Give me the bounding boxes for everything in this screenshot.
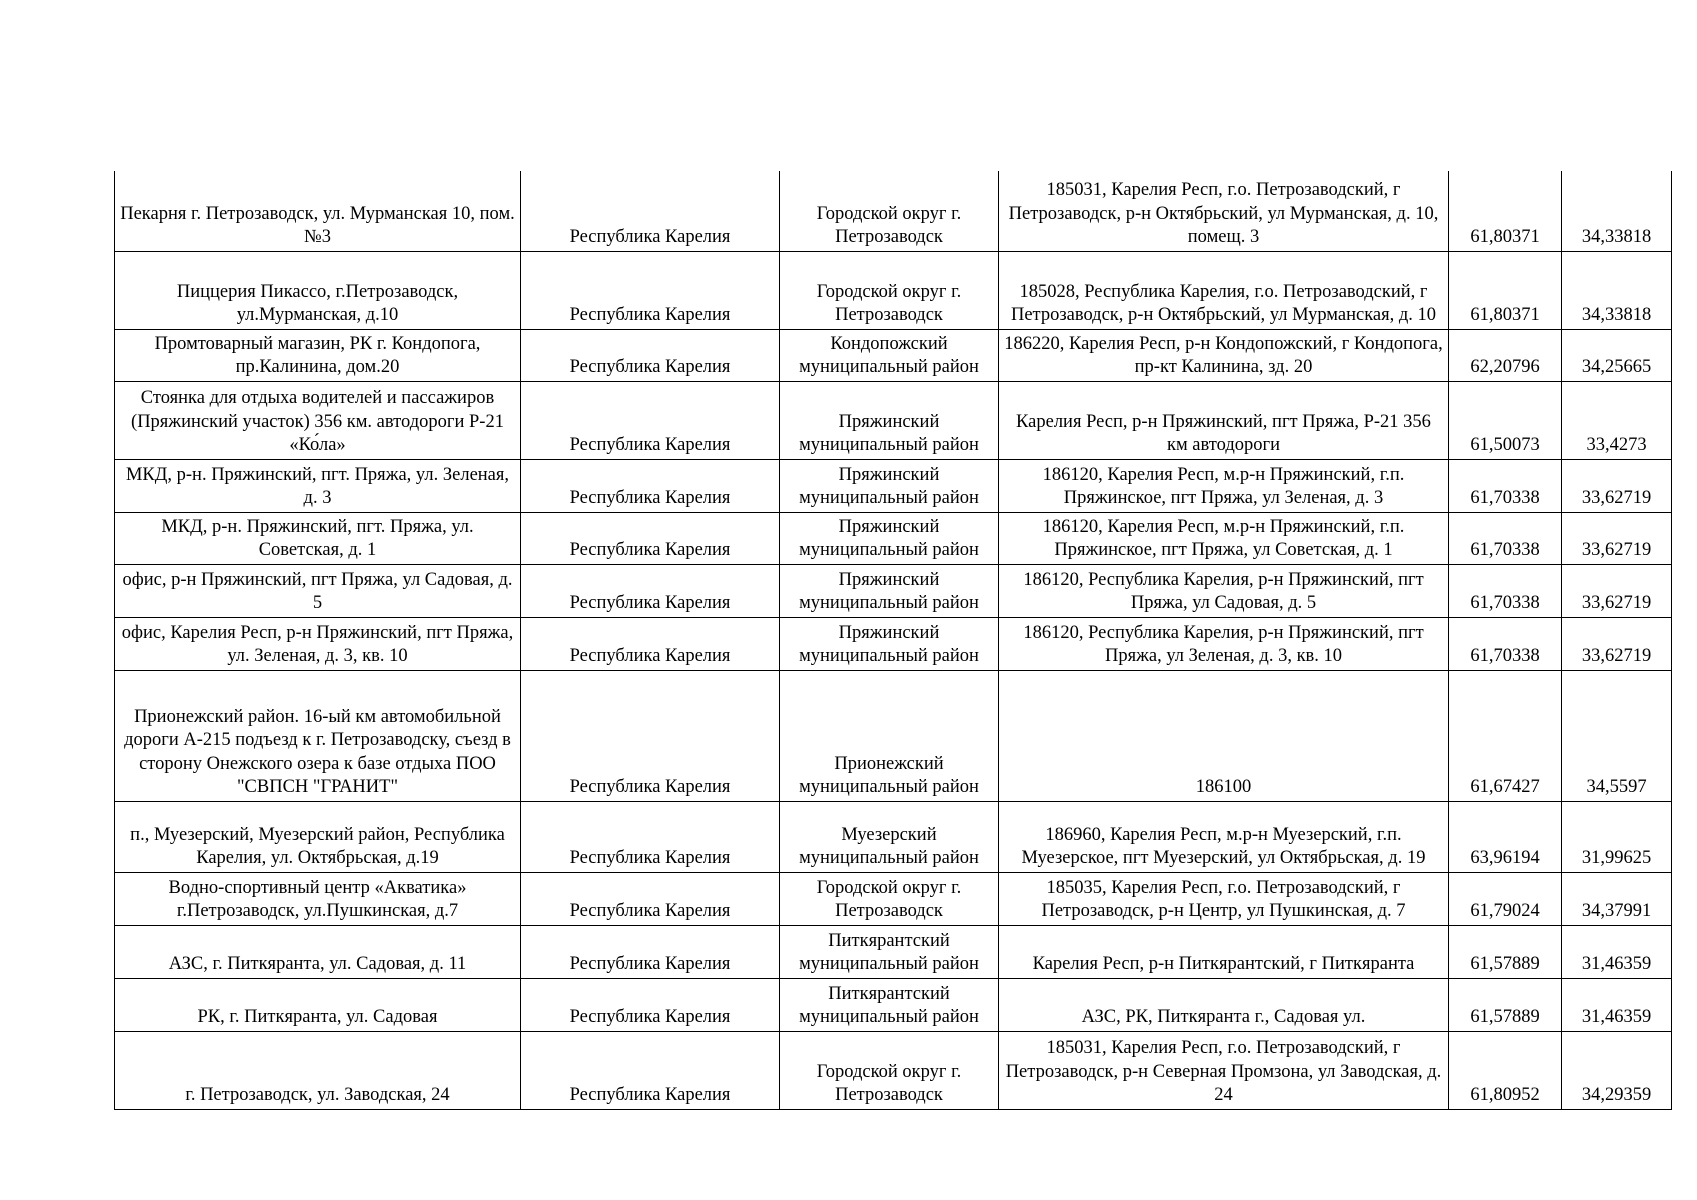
region-cell: Республика Карелия: [521, 1031, 780, 1109]
table-row: [115, 978, 1672, 1031]
region-cell: Республика Карелия: [521, 564, 780, 617]
longitude-cell: 34,33818: [1562, 171, 1672, 251]
longitude-cell: 31,46359: [1562, 925, 1672, 978]
object-name-cell: МКД, р-н. Пряжинский, пгт. Пряжа, ул. Советская, д. 1: [115, 512, 521, 564]
latitude-cell: 61,80371: [1449, 251, 1562, 329]
locations-table: [114, 171, 1672, 1110]
address-cell: 185028, Республика Карелия, г.о. Петрозаводский, г Петрозаводск, р-н Октябрьский, ул Мурманская, д. 10: [999, 251, 1449, 329]
latitude-cell: 61,79024: [1449, 872, 1562, 925]
address-cell: 186960, Карелия Респ, м.р-н Муезерский, г.п. Муезерское, пгт Муезерский, ул Октябрьская, д. 19: [999, 801, 1449, 872]
municipality-cell: Прионежский муниципальный район: [780, 670, 999, 801]
object-name-cell: п., Муезерский, Муезерский район, Республика Карелия, ул. Октябрьская, д.19: [115, 801, 521, 872]
region-cell: Республика Карелия: [521, 171, 780, 251]
table-row: [115, 251, 1672, 329]
longitude-cell: 33,62719: [1562, 617, 1672, 670]
object-name-cell: МКД, р-н. Пряжинский, пгт. Пряжа, ул. Зеленая, д. 3: [115, 459, 521, 512]
latitude-cell: 61,57889: [1449, 925, 1562, 978]
table-row: [115, 329, 1672, 381]
object-name-cell: Стоянка для отдыха водителей и пассажиров (Пряжинский участок) 356 км. автодороги Р-21 «Ко́ла»: [115, 381, 521, 459]
address-cell: 185035, Карелия Респ, г.о. Петрозаводский, г Петрозаводск, р-н Центр, ул Пушкинская, д. 7: [999, 872, 1449, 925]
address-cell: Карелия Респ, р-н Питкярантский, г Питкяранта: [999, 925, 1449, 978]
municipality-cell: Пряжинский муниципальный район: [780, 512, 999, 564]
region-cell: Республика Карелия: [521, 381, 780, 459]
longitude-cell: 33,4273: [1562, 381, 1672, 459]
latitude-cell: 61,70338: [1449, 617, 1562, 670]
longitude-cell: 34,5597: [1562, 670, 1672, 801]
longitude-cell: 34,25665: [1562, 329, 1672, 381]
region-cell: Республика Карелия: [521, 329, 780, 381]
municipality-cell: Пряжинский муниципальный район: [780, 617, 999, 670]
address-cell: 186120, Карелия Респ, м.р-н Пряжинский, г.п. Пряжинское, пгт Пряжа, ул Советская, д. 1: [999, 512, 1449, 564]
municipality-cell: Городской округ г. Петрозаводск: [780, 171, 999, 251]
latitude-cell: 61,50073: [1449, 381, 1562, 459]
address-cell: 185031, Карелия Респ, г.о. Петрозаводский, г Петрозаводск, р-н Северная Промзона, ул Заводская, д. 24: [999, 1031, 1449, 1109]
longitude-cell: 34,29359: [1562, 1031, 1672, 1109]
latitude-cell: 61,70338: [1449, 564, 1562, 617]
municipality-cell: Пряжинский муниципальный район: [780, 459, 999, 512]
longitude-cell: 34,33818: [1562, 251, 1672, 329]
object-name-cell: РК, г. Питкяранта, ул. Садовая: [115, 978, 521, 1031]
object-name-cell: офис, Карелия Респ, р-н Пряжинский, пгт Пряжа, ул. Зеленая, д. 3, кв. 10: [115, 617, 521, 670]
table-row: [115, 801, 1672, 872]
address-cell: АЗС, РК, Питкяранта г., Садовая ул.: [999, 978, 1449, 1031]
address-cell: 185031, Карелия Респ, г.о. Петрозаводский, г Петрозаводск, р-н Октябрьский, ул Мурманская, д. 10, помещ. 3: [999, 171, 1449, 251]
latitude-cell: 61,70338: [1449, 459, 1562, 512]
address-cell: 186120, Республика Карелия, р-н Пряжинский, пгт Пряжа, ул Садовая, д. 5: [999, 564, 1449, 617]
object-name-cell: Пекарня г. Петрозаводск, ул. Мурманская 10, пом.№3: [115, 171, 521, 251]
table-row: [115, 171, 1672, 251]
municipality-cell: Пряжинский муниципальный район: [780, 381, 999, 459]
region-cell: Республика Карелия: [521, 251, 780, 329]
municipality-cell: Кондопожский муниципальный район: [780, 329, 999, 381]
table-row: [115, 564, 1672, 617]
municipality-cell: Пряжинский муниципальный район: [780, 564, 999, 617]
table-row: [115, 617, 1672, 670]
table-row: [115, 512, 1672, 564]
region-cell: Республика Карелия: [521, 978, 780, 1031]
longitude-cell: 33,62719: [1562, 564, 1672, 617]
longitude-cell: 33,62719: [1562, 512, 1672, 564]
latitude-cell: 62,20796: [1449, 329, 1562, 381]
table-row: [115, 459, 1672, 512]
region-cell: Республика Карелия: [521, 925, 780, 978]
address-cell: Карелия Респ, р-н Пряжинский, пгт Пряжа, Р-21 356 км автодороги: [999, 381, 1449, 459]
region-cell: Республика Карелия: [521, 670, 780, 801]
latitude-cell: 63,96194: [1449, 801, 1562, 872]
address-cell: 186120, Карелия Респ, м.р-н Пряжинский, г.п. Пряжинское, пгт Пряжа, ул Зеленая, д. 3: [999, 459, 1449, 512]
region-cell: Республика Карелия: [521, 801, 780, 872]
region-cell: Республика Карелия: [521, 459, 780, 512]
address-cell: 186120, Республика Карелия, р-н Пряжинский, пгт Пряжа, ул Зеленая, д. 3, кв. 10: [999, 617, 1449, 670]
region-cell: Республика Карелия: [521, 617, 780, 670]
object-name-cell: Промтоварный магазин, РК г. Кондопога, пр.Калинина, дом.20: [115, 329, 521, 381]
table-row: [115, 925, 1672, 978]
table-row: [115, 670, 1672, 801]
object-name-cell: г. Петрозаводск, ул. Заводская, 24: [115, 1031, 521, 1109]
municipality-cell: Питкярантский муниципальный район: [780, 978, 999, 1031]
object-name-cell: Водно-спортивный центр «Акватика» г.Петрозаводск, ул.Пушкинская, д.7: [115, 872, 521, 925]
region-cell: Республика Карелия: [521, 872, 780, 925]
object-name-cell: офис, р-н Пряжинский, пгт Пряжа, ул Садовая, д. 5: [115, 564, 521, 617]
latitude-cell: 61,70338: [1449, 512, 1562, 564]
object-name-cell: Пиццерия Пикассо, г.Петрозаводск, ул.Мурманская, д.10: [115, 251, 521, 329]
object-name-cell: АЗС, г. Питкяранта, ул. Садовая, д. 11: [115, 925, 521, 978]
address-cell: 186220, Карелия Респ, р-н Кондопожский, г Кондопога, пр-кт Калинина, зд. 20: [999, 329, 1449, 381]
latitude-cell: 61,57889: [1449, 978, 1562, 1031]
region-cell: Республика Карелия: [521, 512, 780, 564]
table-row: [115, 381, 1672, 459]
municipality-cell: Городской округ г. Петрозаводск: [780, 251, 999, 329]
longitude-cell: 34,37991: [1562, 872, 1672, 925]
municipality-cell: Городской округ г. Петрозаводск: [780, 872, 999, 925]
address-cell: 186100: [999, 670, 1449, 801]
longitude-cell: 31,46359: [1562, 978, 1672, 1031]
latitude-cell: 61,80371: [1449, 171, 1562, 251]
latitude-cell: 61,67427: [1449, 670, 1562, 801]
table-row: [115, 872, 1672, 925]
longitude-cell: 33,62719: [1562, 459, 1672, 512]
longitude-cell: 31,99625: [1562, 801, 1672, 872]
municipality-cell: Муезерский муниципальный район: [780, 801, 999, 872]
latitude-cell: 61,80952: [1449, 1031, 1562, 1109]
object-name-cell: Прионежский район. 16-ый км автомобильной дороги А-215 подъезд к г. Петрозаводску, съезд в сторону Онежского озера к базе отдыха ПОО "СВПСН "ГРАНИТ": [115, 670, 521, 801]
municipality-cell: Питкярантский муниципальный район: [780, 925, 999, 978]
table-row: [115, 1031, 1672, 1109]
municipality-cell: Городской округ г. Петрозаводск: [780, 1031, 999, 1109]
